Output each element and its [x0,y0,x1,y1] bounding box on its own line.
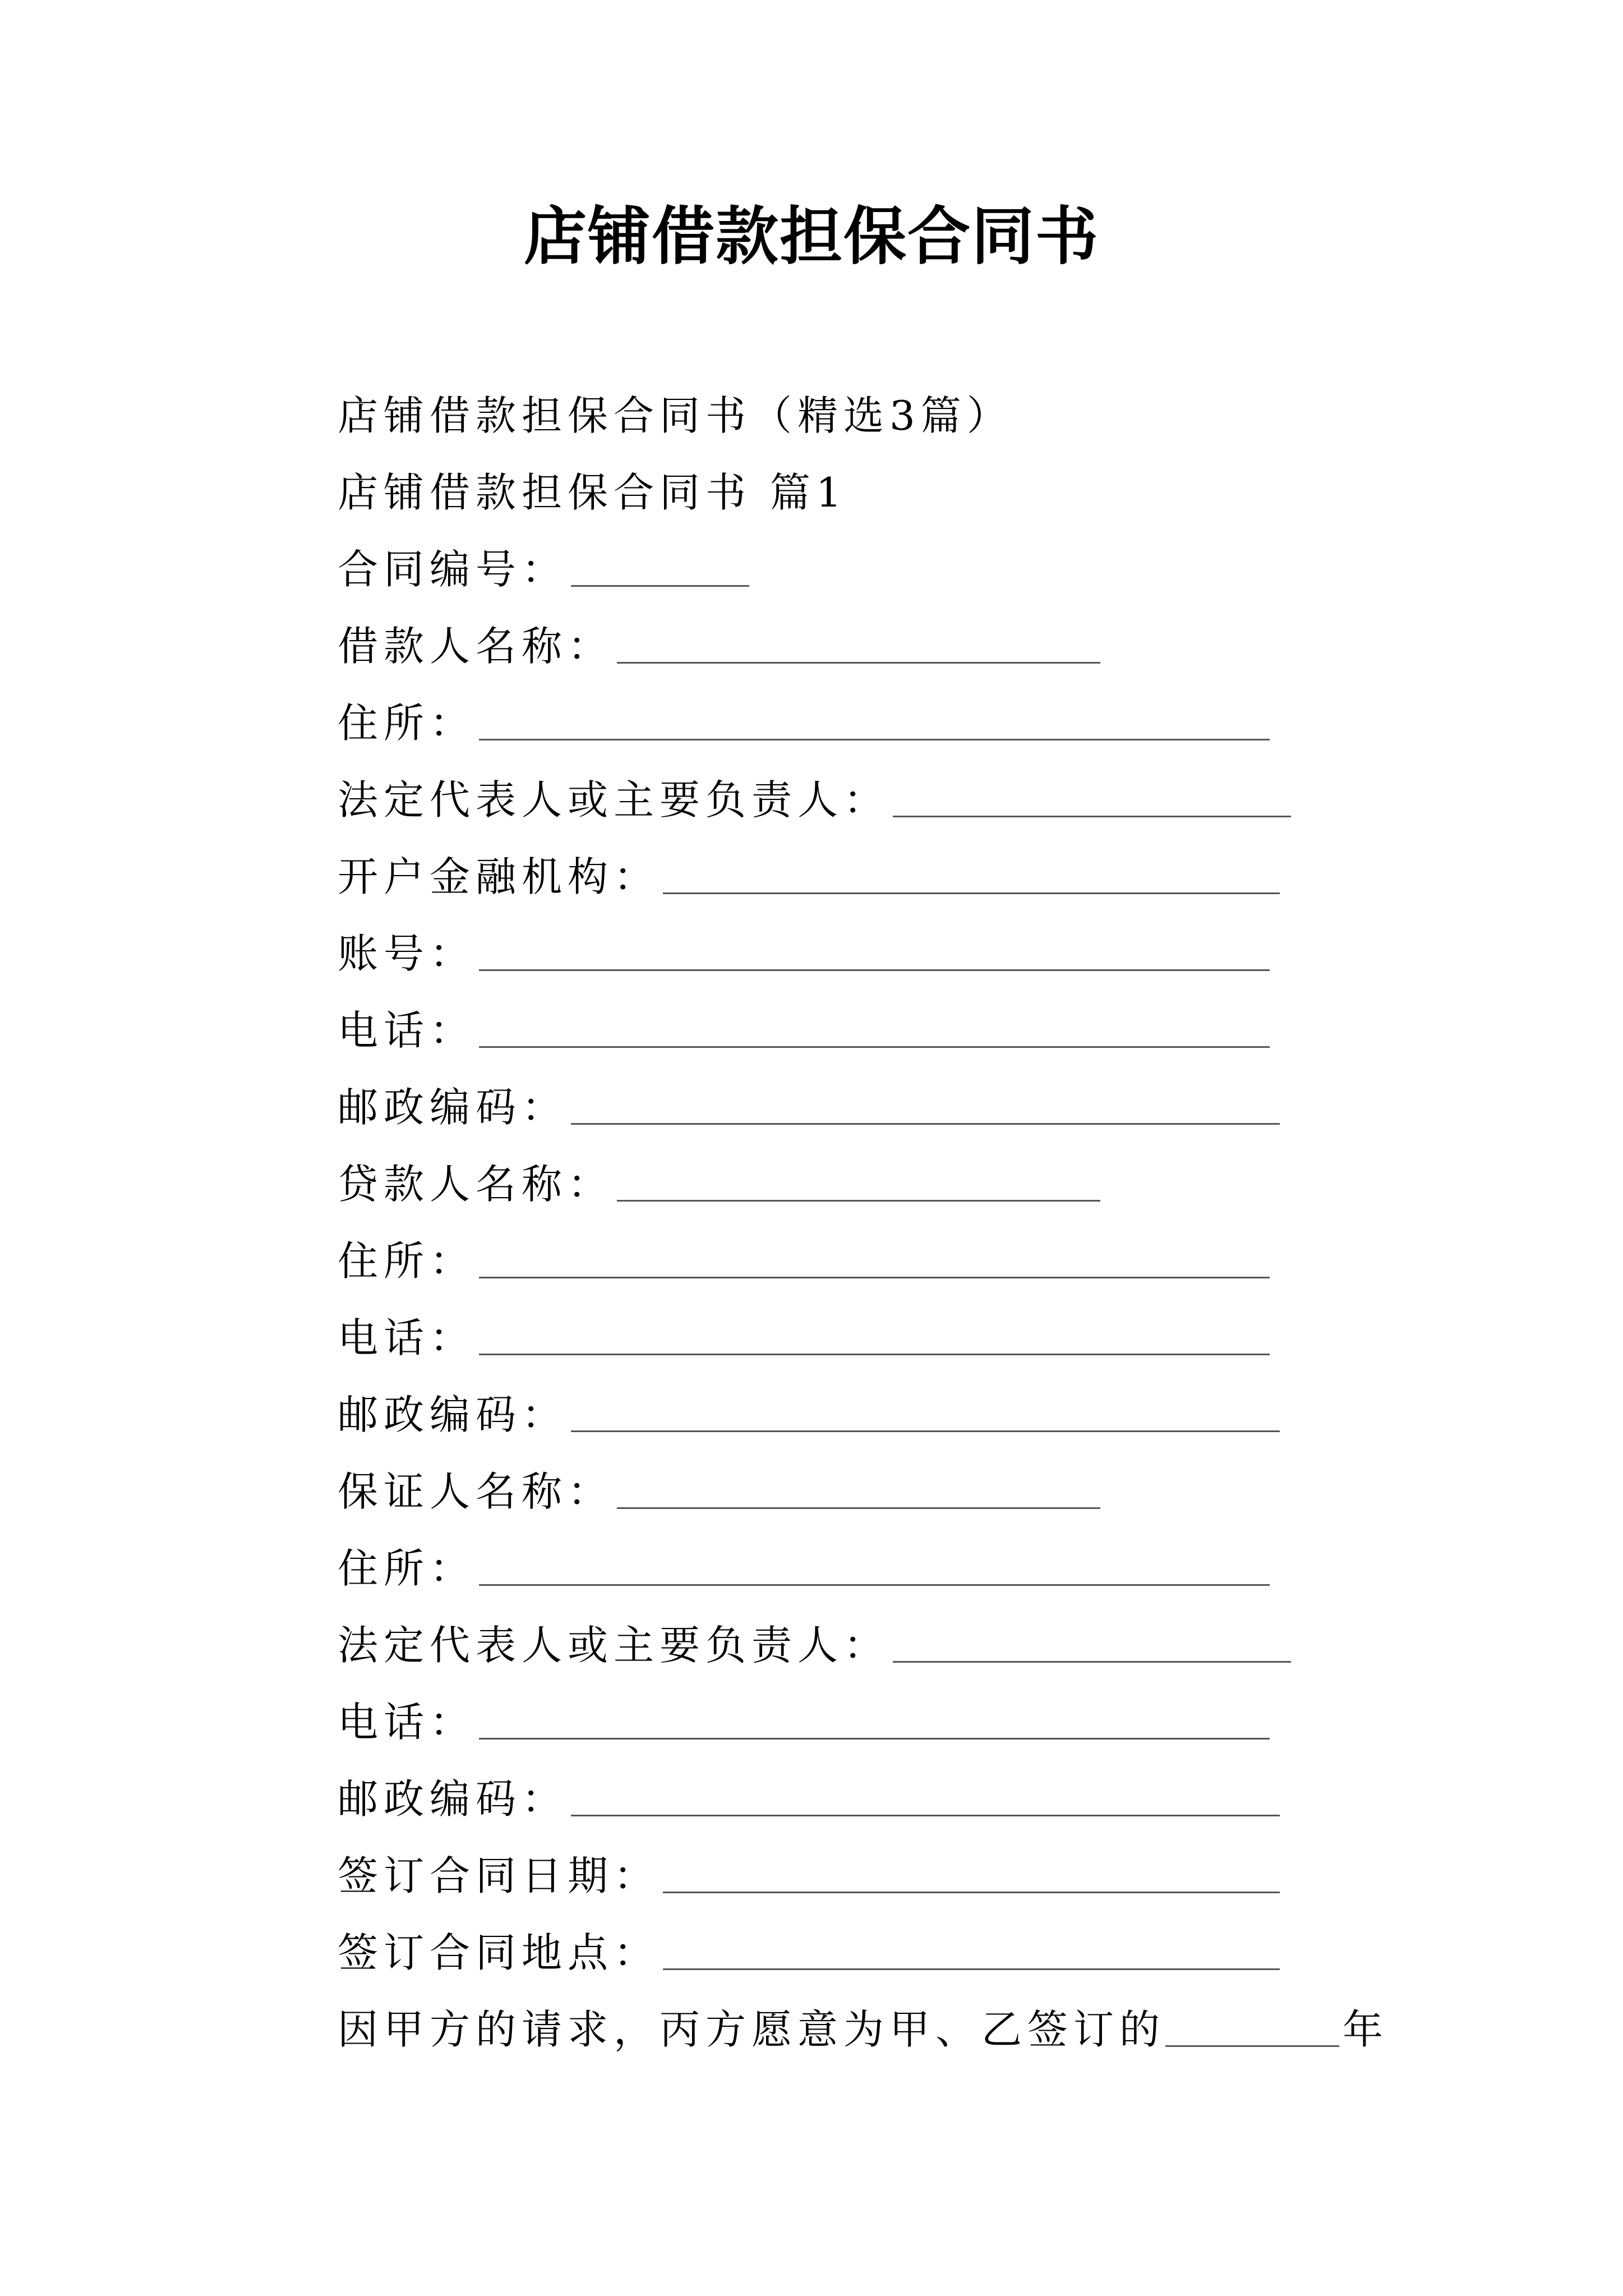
field-signing-date [338,1837,1403,1914]
field-label: 签订合同日期： [338,1852,660,1899]
field-guarantor-name [338,1453,1403,1530]
fill-in-blank [893,1627,1291,1663]
field-label: 邮政编码： [338,1775,568,1823]
field-borrower-postcode [338,1069,1403,1145]
field-label: 保证人名称： [338,1467,614,1515]
field-label: 开户金融机构： [338,853,660,900]
field-label: 签订合同地点： [338,1929,660,1976]
field-borrower-name [338,608,1403,684]
fill-in-blank [617,1474,1100,1509]
fill-in-blank [663,1935,1280,1970]
section-heading: 店铺借款担保合同书 篇1 [338,468,847,516]
field-label: 邮政编码： [338,1391,568,1438]
field-lender-address [338,1222,1403,1299]
fill-in-blank [479,1704,1270,1740]
fill-in-blank [663,1858,1280,1893]
field-borrower-legal-rep [338,761,1403,838]
fill-in-blank [479,936,1270,971]
closing-paragraph-line [338,1991,1403,2068]
field-guarantor-legal-rep [338,1607,1403,1683]
document-body [338,377,1403,2068]
section-heading-line [338,454,1403,531]
field-label: 电话： [338,1314,476,1361]
field-label: 电话： [338,1698,476,1746]
field-label: 住所： [338,699,476,747]
fill-in-blank [479,1550,1270,1586]
subtitle-line [338,377,1403,454]
fill-in-blank [1165,2012,1339,2047]
field-borrower-account [338,915,1403,992]
fill-in-blank [479,1320,1270,1355]
field-label: 电话： [338,1006,476,1054]
field-label: 法定代表人或主要负责人： [338,776,890,823]
field-label: 账号： [338,930,476,977]
field-lender-postcode [338,1376,1403,1453]
field-guarantor-address [338,1530,1403,1607]
field-guarantor-postcode [338,1760,1403,1837]
field-label: 住所： [338,1544,476,1592]
field-label: 住所： [338,1237,476,1285]
fill-in-blank [571,1089,1280,1125]
field-label: 借款人名称： [338,622,614,670]
document-subtitle: 店铺借款担保合同书（精选3篇） [338,392,1013,439]
field-label: 法定代表人或主要负责人： [338,1621,890,1669]
page-title: 店铺借款担保合同书 [524,200,1099,273]
field-label: 贷款人名称： [338,1160,614,1208]
fill-in-blank [571,1397,1280,1432]
field-label: 邮政编码： [338,1083,568,1131]
field-lender-phone [338,1299,1403,1376]
field-borrower-address [338,684,1403,761]
fill-in-blank [479,1013,1270,1048]
field-borrower-bank [338,838,1403,915]
fill-in-blank [663,859,1280,894]
field-borrower-phone [338,992,1403,1069]
field-signing-place [338,1914,1403,1991]
fill-in-blank [479,1243,1270,1278]
closing-text: 因甲方的请求，丙方愿意为甲、乙签订的 [338,2005,1166,2053]
field-label: 合同编号： [338,545,568,593]
fill-in-blank [617,1166,1100,1202]
closing-suffix: 年 [1343,2005,1389,2053]
fill-in-blank [479,705,1270,740]
field-lender-name [338,1145,1403,1222]
fill-in-blank [617,628,1100,664]
fill-in-blank [571,551,749,587]
field-guarantor-phone [338,1683,1403,1760]
fill-in-blank [571,1781,1280,1816]
fill-in-blank [893,782,1291,817]
field-contract-number [338,531,1403,608]
